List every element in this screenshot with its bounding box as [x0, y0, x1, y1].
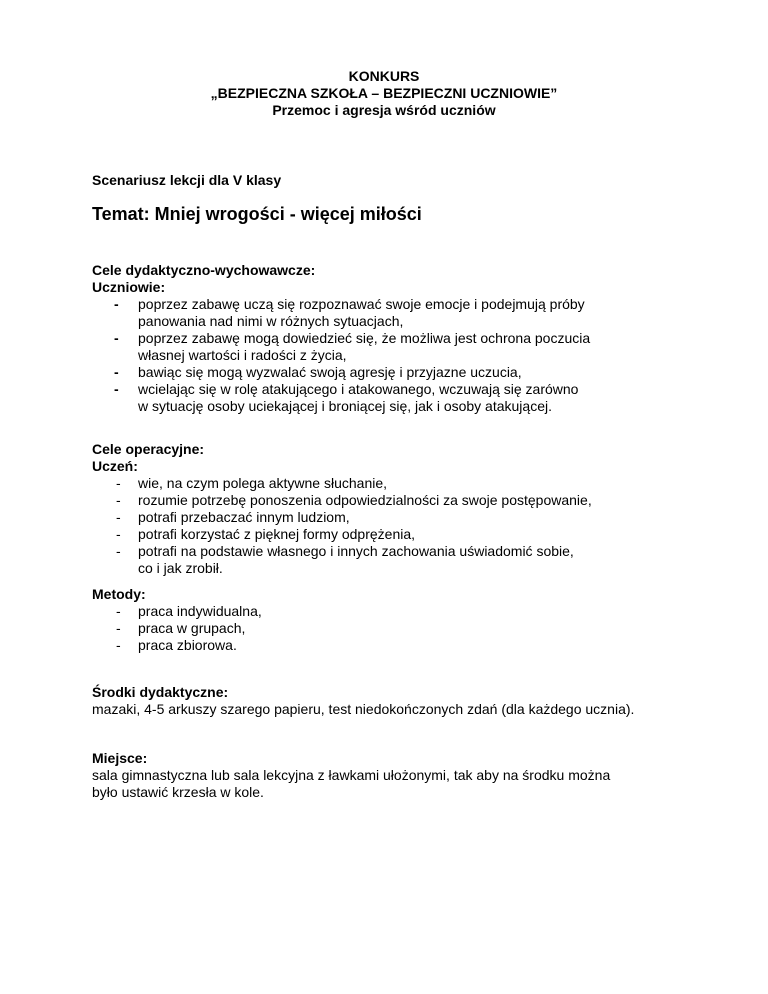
dash-bullet: - [116, 526, 121, 542]
section-heading: Metody: [92, 586, 146, 602]
list-item-text: potrafi na podstawie własnego i innych zachowania uświadomić sobie, [138, 543, 574, 559]
contest-subtitle: Przemoc i agresja wśród uczniów [272, 102, 496, 118]
list-item [92, 637, 732, 654]
list-item-text: potrafi przebaczać innym ludziom, [138, 509, 350, 525]
document-header [0, 68, 768, 119]
methods-list [92, 603, 732, 654]
list-item-text-continued: własnej wartości i radości z życia, [138, 347, 347, 363]
list-item-text: praca w grupach, [138, 620, 246, 636]
lesson-scenario-label: Scenariusz lekcji dla V klasy [92, 172, 282, 188]
section-heading: Cele operacyjne: [92, 441, 205, 457]
list-item [92, 509, 732, 526]
list-item-text-continued: co i jak zrobił. [138, 560, 223, 576]
list-item [92, 296, 732, 330]
list-item-text: bawiąc się mogą wyzwalać swoją agresję i przyjazne uczucia, [138, 364, 522, 380]
section-heading: Środki dydaktyczne: [92, 684, 229, 700]
list-item [92, 364, 732, 381]
lesson-topic: Temat: Mniej wrogości - więcej miłości [92, 204, 422, 224]
dash-bullet: - [114, 381, 119, 397]
list-item [92, 526, 732, 543]
list-item [92, 381, 732, 415]
dash-bullet: - [114, 330, 119, 346]
section-operational-goals [92, 441, 732, 577]
dash-bullet: - [116, 543, 121, 559]
list-item [92, 620, 732, 637]
list-item [92, 603, 732, 620]
contest-title: „BEZPIECZNA SZKOŁA – BEZPIECZNI UCZNIOWIE” [210, 85, 558, 101]
dash-bullet: - [116, 620, 121, 636]
section-didactic-goals [92, 262, 732, 415]
list-item [92, 475, 732, 492]
didactic-goals-list [92, 296, 732, 415]
section-subheading: Uczeń: [92, 458, 138, 474]
list-item-text: praca zbiorowa. [138, 637, 237, 653]
contest-label: KONKURS [348, 68, 420, 84]
section-text: mazaki, 4-5 arkuszy szarego papieru, test niedokończonych zdań (dla każdego ucznia). [92, 701, 635, 717]
list-item [92, 330, 732, 364]
dash-bullet: - [116, 603, 121, 619]
list-item-text: wcielając się w rolę atakującego i atakowanego, wczuwają się zarówno [138, 381, 579, 397]
section-text-continued: było ustawić krzesła w kole. [92, 784, 264, 800]
list-item [92, 492, 732, 509]
section-text: sala gimnastyczna lub sala lekcyjna z ławkami ułożonymi, tak aby na środku można [92, 767, 611, 783]
operational-goals-list [92, 475, 732, 577]
section-teaching-aids [92, 684, 732, 718]
section-heading: Miejsce: [92, 750, 148, 766]
dash-bullet: - [116, 492, 121, 508]
dash-bullet: - [116, 637, 121, 653]
dash-bullet: - [114, 364, 119, 380]
list-item-text-continued: panowania nad nimi w różnych sytuacjach, [138, 313, 404, 329]
list-item-text: rozumie potrzebę ponoszenia odpowiedzialności za swoje postępowanie, [138, 492, 592, 508]
list-item [92, 543, 732, 577]
list-item-text: wie, na czym polega aktywne słuchanie, [138, 475, 388, 491]
dash-bullet: - [116, 509, 121, 525]
list-item-text: potrafi korzystać z pięknej formy odprężenia, [138, 526, 416, 542]
section-subheading: Uczniowie: [92, 279, 166, 295]
dash-bullet: - [116, 475, 121, 491]
list-item-text: poprzez zabawę mogą dowiedzieć się, że możliwa jest ochrona poczucia [138, 330, 591, 346]
dash-bullet: - [114, 296, 119, 312]
section-place [92, 750, 732, 801]
list-item-text: praca indywidualna, [138, 603, 262, 619]
section-methods [92, 586, 732, 654]
list-item-text-continued: w sytuację osoby uciekającej i broniącej się, jak i osoby atakującej. [138, 398, 552, 414]
section-heading: Cele dydaktyczno-wychowawcze: [92, 262, 316, 278]
list-item-text: poprzez zabawę uczą się rozpoznawać swoje emocje i podejmują próby [138, 296, 585, 312]
